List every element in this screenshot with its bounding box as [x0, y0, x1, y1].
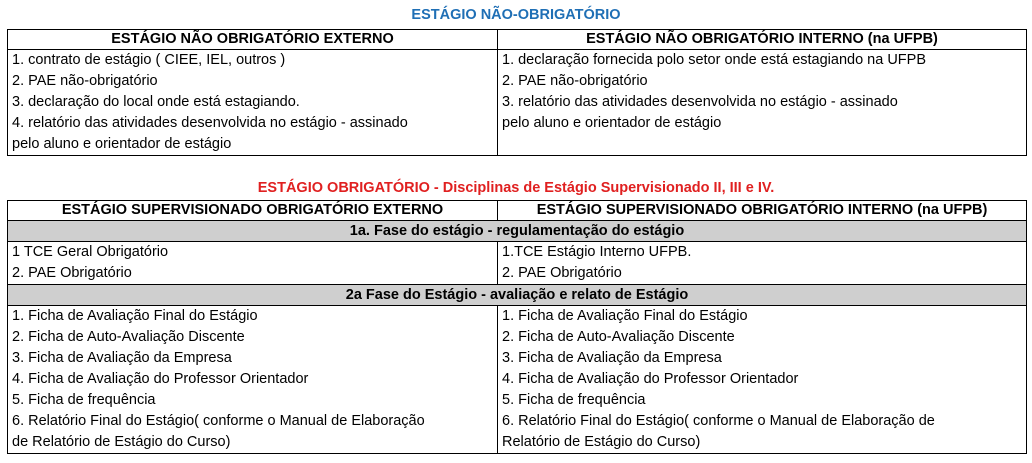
table-header-row: [8, 201, 1027, 221]
section-title-mandatory: ESTÁGIO OBRIGATÓRIO - Disciplinas de Estágio Supervisionado II, III e IV.: [257, 180, 775, 196]
text-line: 4. relatório das atividades desenvolvida no estágio - assinado: [12, 115, 408, 131]
text-line: 2. PAE Obrigatório: [12, 265, 132, 281]
text-line: 3. Ficha de Avaliação da Empresa: [12, 350, 232, 366]
text-line: 3. relatório das atividades desenvolvida no estágio - assinado: [502, 94, 898, 110]
phase-row: [8, 285, 1027, 306]
text-line: pelo aluno e orientador de estágio: [502, 115, 722, 131]
non-mandatory-internship-table: [7, 29, 1027, 156]
text-line: 3. declaração do local onde está estagiando.: [12, 94, 300, 110]
external-requirements-cell: [8, 50, 498, 156]
internal-requirements-cell: [498, 50, 1027, 156]
text-line: de Relatório de Estágio do Curso): [12, 434, 231, 450]
column-header-internal: ESTÁGIO SUPERVISIONADO OBRIGATÓRIO INTERNO (na UFPB): [498, 201, 1027, 221]
column-header-external: ESTÁGIO SUPERVISIONADO OBRIGATÓRIO EXTERNO: [8, 201, 498, 221]
table-row: [8, 242, 1027, 285]
text-line: 1. contrato de estágio ( CIEE, IEL, outros ): [12, 52, 286, 68]
text-line: 5. Ficha de frequência: [12, 392, 156, 408]
table-row: [8, 50, 1027, 156]
text-line: 2. PAE Obrigatório: [502, 265, 622, 281]
mandatory-internship-table: [7, 200, 1027, 454]
text-line: 1. Ficha de Avaliação Final do Estágio: [502, 308, 748, 324]
phase-2-internal-cell: [498, 306, 1027, 454]
table-header-row: [8, 30, 1027, 50]
table-row: [8, 306, 1027, 454]
phase-2-label: 2a Fase do Estágio - avaliação e relato de Estágio: [8, 285, 1027, 306]
text-line: 5. Ficha de frequência: [502, 392, 646, 408]
text-line: 6. Relatório Final do Estágio( conforme o Manual de Elaboração: [12, 413, 425, 429]
phase-1-internal-cell: [498, 242, 1027, 285]
text-line: 2. PAE não-obrigatório: [12, 73, 158, 89]
column-header-internal: ESTÁGIO NÃO OBRIGATÓRIO INTERNO (na UFPB): [498, 30, 1027, 50]
column-header-external: ESTÁGIO NÃO OBRIGATÓRIO EXTERNO: [8, 30, 498, 50]
text-line: Relatório de Estágio do Curso): [502, 434, 701, 450]
text-line: 1. Ficha de Avaliação Final do Estágio: [12, 308, 258, 324]
phase-2-external-cell: [8, 306, 498, 454]
text-line: pelo aluno e orientador de estágio: [12, 136, 232, 152]
text-line: 1 TCE Geral Obrigatório: [12, 244, 169, 260]
phase-1-external-cell: [8, 242, 498, 285]
text-line: 4. Ficha de Avaliação do Professor Orientador: [12, 371, 309, 387]
phase-1-label: 1a. Fase do estágio - regulamentação do estágio: [8, 221, 1027, 242]
text-line: 1.TCE Estágio Interno UFPB.: [502, 244, 692, 260]
text-line: 3. Ficha de Avaliação da Empresa: [502, 350, 722, 366]
section-title-non-mandatory: ESTÁGIO NÃO-OBRIGATÓRIO: [411, 7, 621, 23]
text-line: 2. Ficha de Auto-Avaliação Discente: [502, 329, 735, 345]
text-line: 4. Ficha de Avaliação do Professor Orientador: [502, 371, 799, 387]
text-line: 2. Ficha de Auto-Avaliação Discente: [12, 329, 245, 345]
text-line: 1. declaração fornecida polo setor onde está estagiando na UFPB: [502, 52, 926, 68]
text-line: 6. Relatório Final do Estágio( conforme o Manual de Elaboração de: [502, 413, 935, 429]
text-line: 2. PAE não-obrigatório: [502, 73, 648, 89]
phase-row: [8, 221, 1027, 242]
